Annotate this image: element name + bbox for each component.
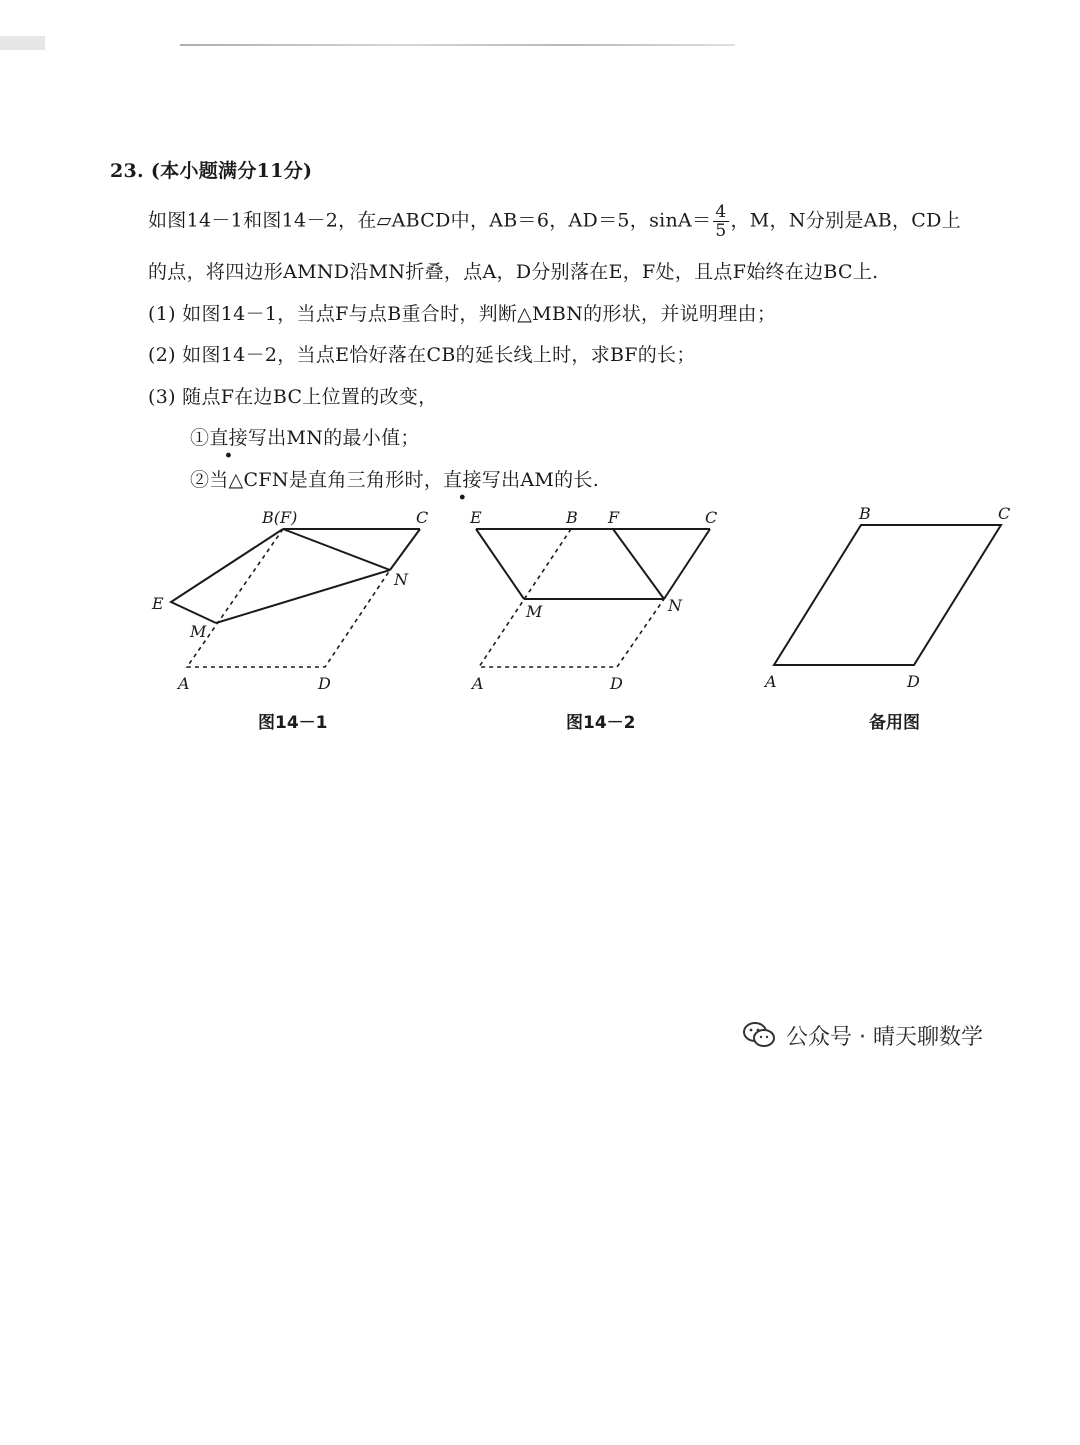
label-N-2: N [668,596,682,615]
label-N-1: N [394,570,408,589]
parallelogram-ABCD [774,525,1001,665]
fraction-denominator: 5 [715,221,727,241]
subitem-1-emphasis: 直接 [209,427,248,449]
label-A-1: A [178,674,190,693]
question-stem-line-2: 的点，将四边形AMND沿MN折叠，点A，D分别落在E，F处，且点F始终在边BC上. [148,261,879,283]
label-B-2: B [566,508,578,527]
figure-backup-labels [763,504,1010,691]
label-D-1: D [318,674,331,693]
label-F-2: F [608,508,620,527]
segment-CN [390,529,420,570]
wechat-watermark [742,1015,983,1055]
question-item-1: (1) 如图14－1，当点F与点B重合时，判断△MBN的形状，并说明理由； [148,303,777,325]
question-subitem-1 [190,423,420,450]
subitem-2-rest: 写出AM的长. [481,469,600,491]
geometry-figures [0,495,1080,705]
question-stem-line-1 [148,203,961,240]
fraction-numerator: 4 [715,202,727,222]
label-M-2: M [526,602,543,621]
figure-backup [774,525,1001,665]
figure-14-1 [171,529,420,667]
stem-part-1: 如图14－1和图14－2，在 [148,209,377,232]
label-C-1: C [416,508,429,527]
label-C-3: C [998,504,1011,523]
segment-MN [216,570,390,623]
figure-14-2-labels [469,508,717,693]
subitem-2-prefix: ②当△CFN是直角三角形时， [190,469,444,491]
wechat-icon [742,1020,776,1050]
segment-CN-2 [664,529,710,599]
segment-FN [613,529,664,599]
figure-backup-caption: 备用图 [869,713,920,733]
question-item-3: (3) 随点F在边BC上位置的改变， [148,386,438,408]
figure-14-1-caption: 图14－1 [258,713,328,733]
label-A-2: A [472,674,484,693]
label-M-1: M [190,622,207,641]
segment-BN [283,529,390,570]
label-E-1: E [152,594,164,613]
subitem-1-prefix: ① [190,427,210,449]
stem-part-2: ABCD中，AB＝6，AD＝5，sinA＝ [391,209,712,232]
scan-edge-mark [0,36,45,50]
label-A-3: A [765,672,777,691]
segment-EM [476,529,524,599]
label-D-3: D [907,672,920,691]
subitem-1-rest: 写出MN的最小值； [247,427,420,449]
question-header: 23. (本小题满分11分) [110,160,313,182]
label-E-2: E [470,508,482,527]
stem-part-3: ，M，N分别是AB，CD上 [730,209,961,232]
question-subitem-2 [190,465,599,492]
label-D-2: D [610,674,623,693]
label-C-2: C [705,508,718,527]
label-BF: B(F) [262,508,298,527]
question-item-2: (2) 如图14－2，当点E恰好落在CB的延长线上时，求BF的长； [148,344,696,366]
dashed-original-AMND [187,529,390,667]
subitem-2-emphasis: 直接 [443,469,482,491]
parallelogram-symbol: ▱ [376,209,392,232]
scan-top-rule [180,44,735,46]
figure-14-2-caption: 图14－2 [566,713,636,733]
label-B-3: B [859,504,871,523]
watermark-text: 公众号 · 晴天聊数学 [786,1024,983,1050]
sin-fraction [713,203,728,240]
